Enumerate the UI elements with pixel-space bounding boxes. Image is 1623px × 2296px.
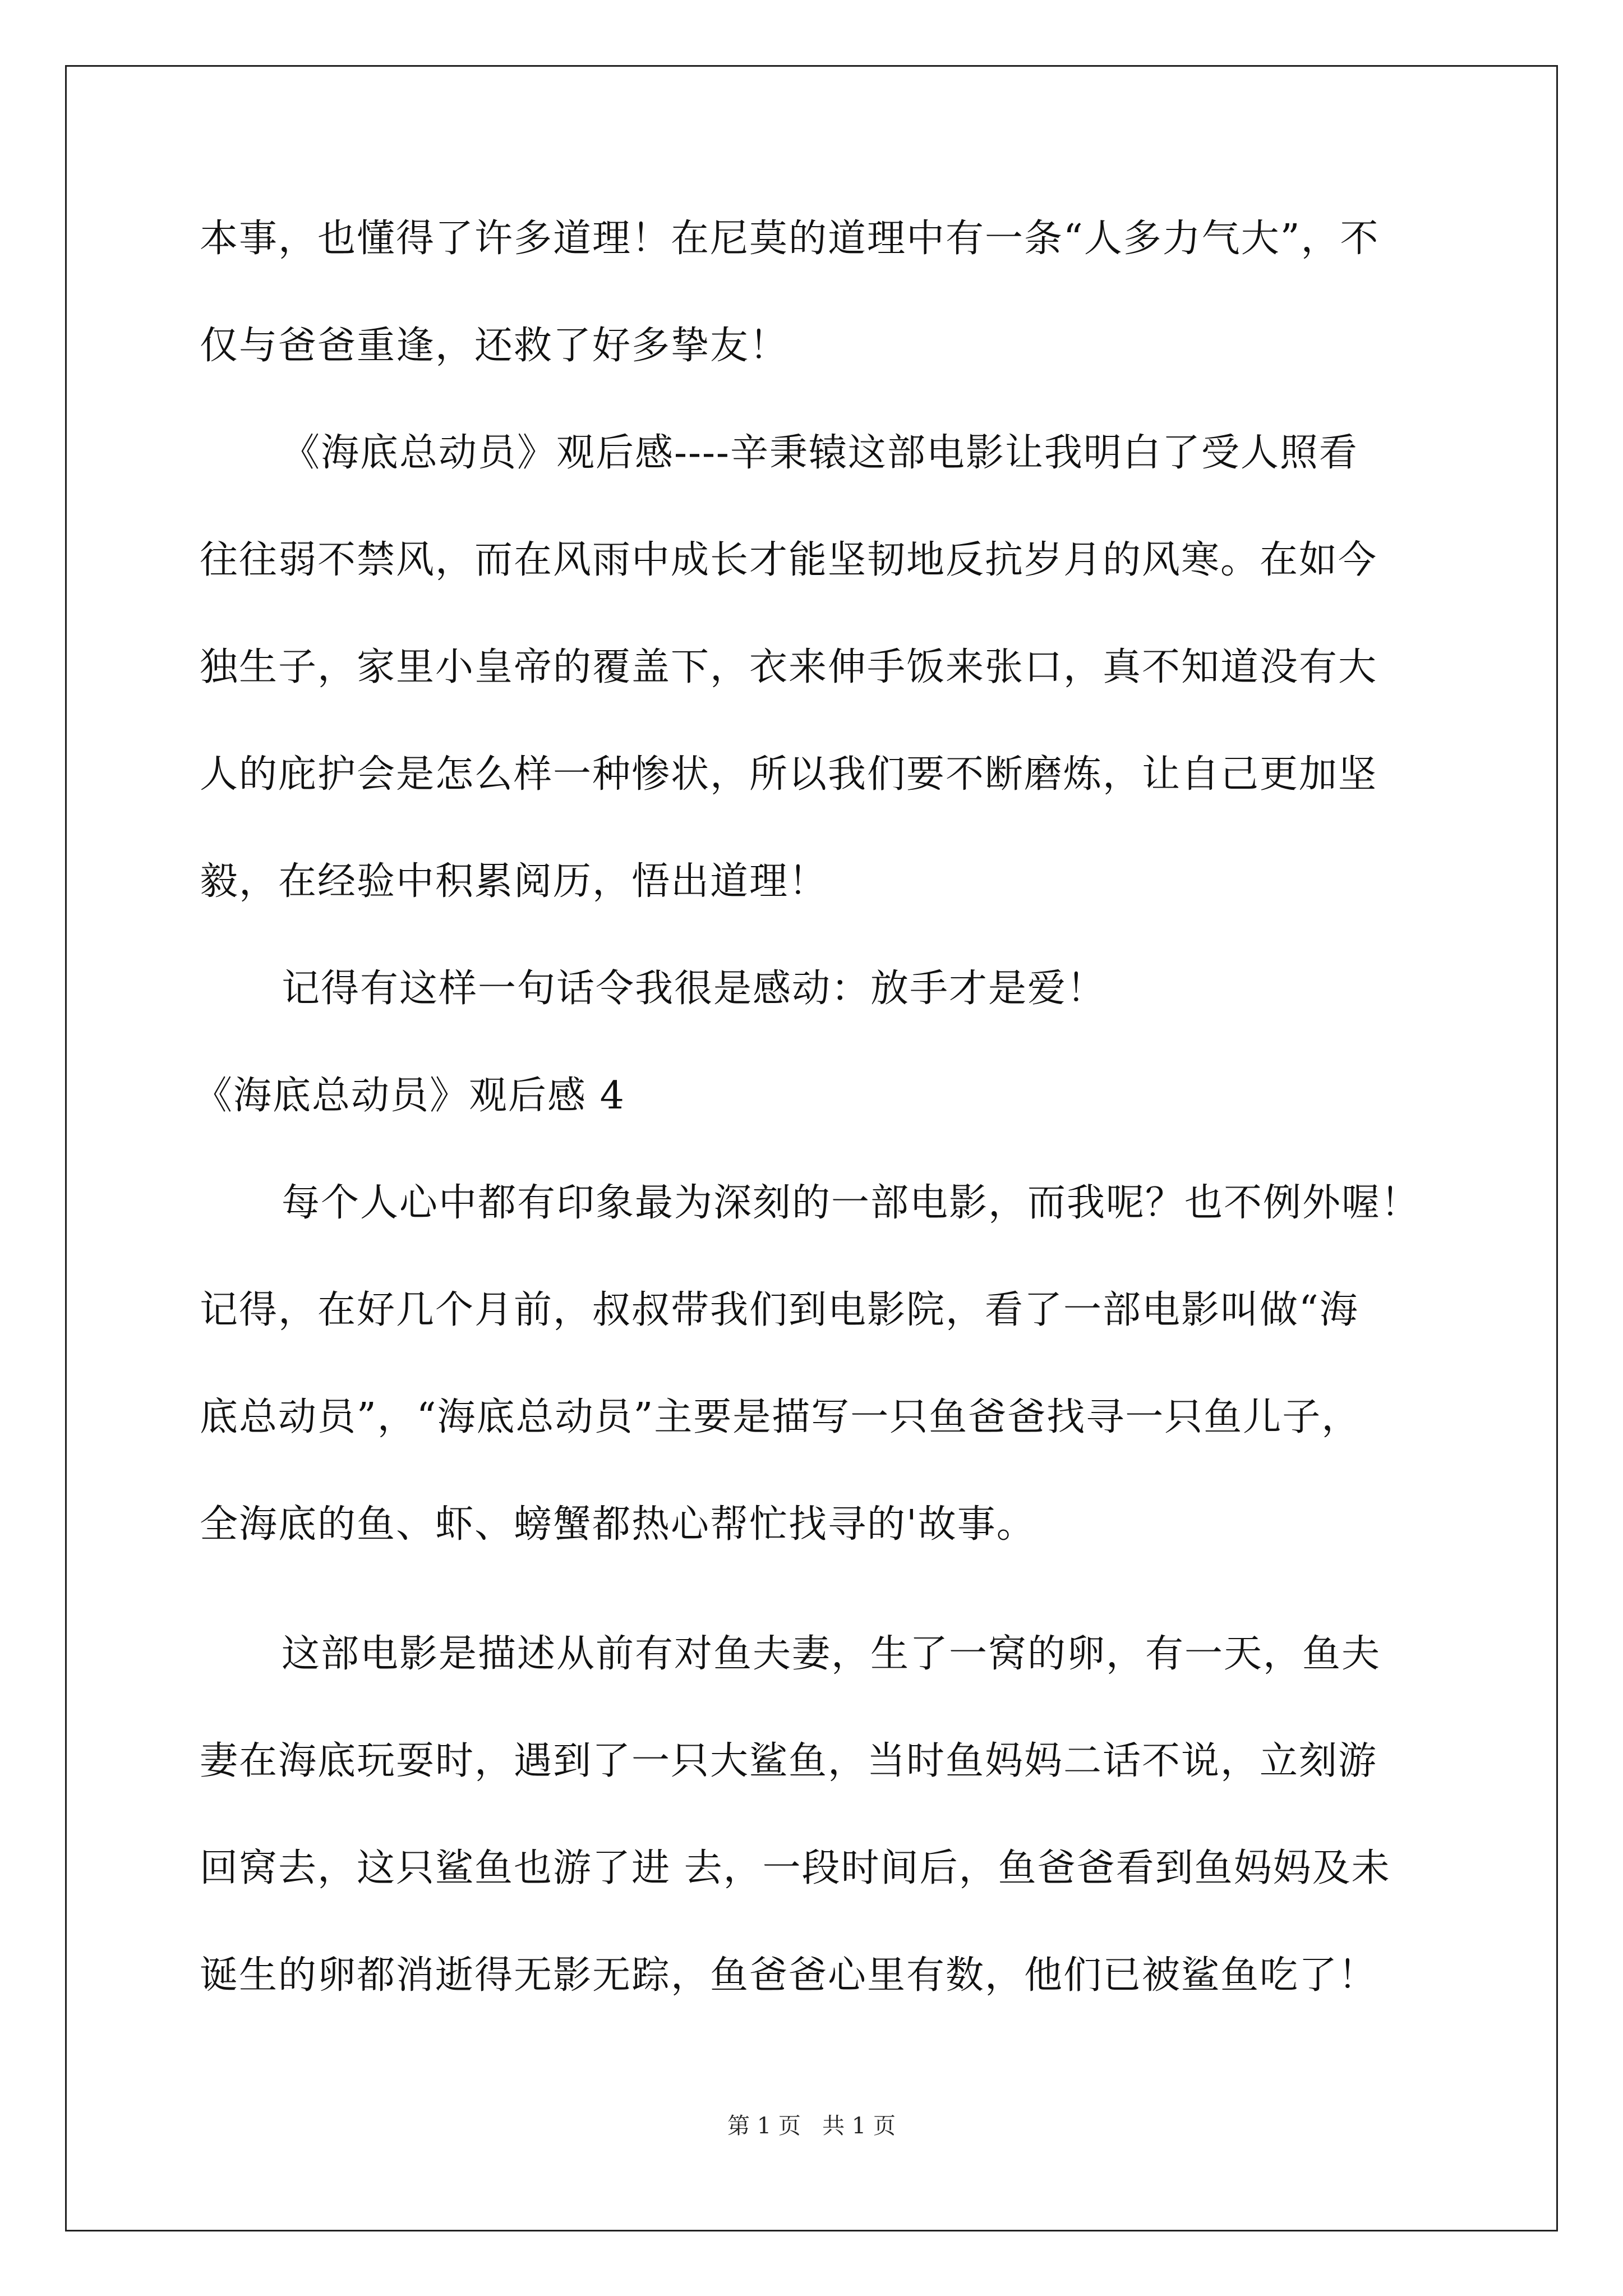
paragraph-line: 诞生的卵都消逝得无影无踪，鱼爸爸心里有数，他们已被鲨鱼吃了！ [200,1953,1378,1998]
document-body [194,185,1461,2029]
paragraph-line: 独生子，家里小皇帝的覆盖下，衣来伸手饭来张口，真不知道没有大 [200,645,1378,689]
paragraph-line: 本事，也懂得了许多道理！在尼莫的道理中有一条“人多力气大”，不 [200,217,1380,261]
paragraph-line: 这部电影是描述从前有对鱼夫妻，生了一窝的卵，有一天，鱼夫 [282,1632,1381,1676]
section-heading: 《海底总动员》观后感 4 [194,1074,625,1118]
paragraph-line: 记得，在好几个月前，叔叔带我们到电影院，看了一部电影叫做“海 [200,1288,1359,1332]
page-footer: 第 1 页 共 1 页 [727,2113,896,2139]
paragraph-line: 毅，在经验中积累阅历，悟出道理！ [200,859,828,904]
paragraph-line: 每个人心中都有印象最为深刻的一部电影，而我呢？也不例外喔！ [282,1181,1421,1225]
paragraph-line: 回窝去，这只鲨鱼也游了进 去，一段时间后，鱼爸爸看到鱼妈妈及未 [200,1846,1391,1890]
paragraph-line: 妻在海底玩耍时，遇到了一只大鲨鱼，当时鱼妈妈二话不说，立刻游 [200,1739,1378,1783]
paragraph-line: 底总动员”，“海底总动员”主要是描写一只鱼爸爸找寻一只鱼儿子， [200,1395,1361,1439]
paragraph-line: 往往弱不禁风，而在风雨中成长才能坚韧地反抗岁月的风寒。在如今 [200,538,1378,582]
paragraph-line: 记得有这样一句话令我很是感动：放手才是爱！ [282,967,1106,1011]
paragraph-line: 《海底总动员》观后感----辛秉辕这部电影让我明白了受人照看 [282,431,1358,475]
paragraph-gap [200,1578,1461,1600]
paragraph-line: 人的庇护会是怎么样一种惨状，所以我们要不断磨炼，让自己更加坚 [200,752,1378,797]
paragraph-line: 全海底的鱼、虾、螃蟹都热心帮忙找寻的'故事。 [200,1502,1036,1547]
paragraph-line: 仅与爸爸重逢，还救了好多挚友！ [200,324,789,368]
